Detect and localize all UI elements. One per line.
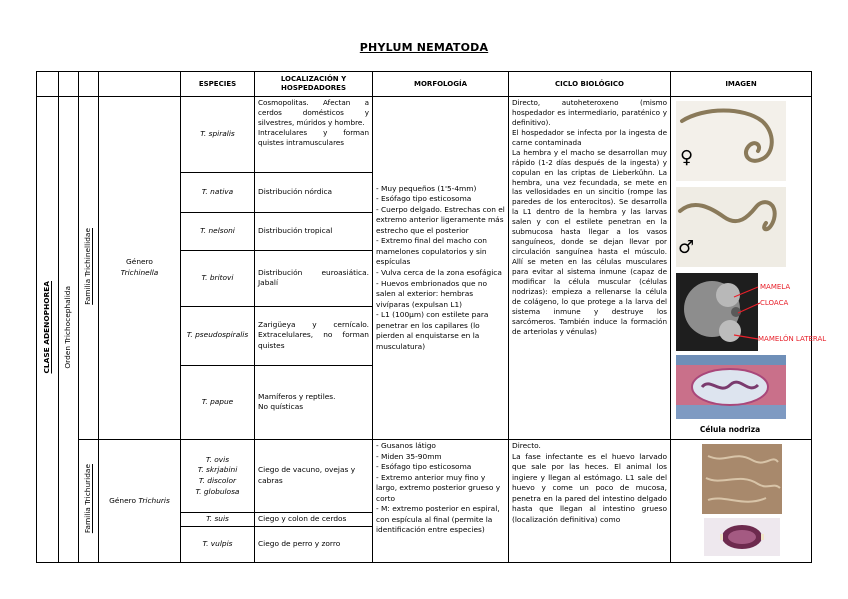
species-localizacion: Distribución nórdica xyxy=(255,173,373,212)
table-row xyxy=(37,97,812,173)
species-name: T. globulosa xyxy=(195,486,240,496)
species-name: T. pseudospiralis xyxy=(181,306,255,365)
species-name: T. vulpis xyxy=(181,526,255,562)
species-localizacion: Mamíferos y reptiles. No quísticas xyxy=(255,365,373,439)
header-blank-2 xyxy=(59,72,79,97)
species-localizacion: Distribución tropical xyxy=(255,212,373,250)
morfologia-trichuris: - Gusanos látigo - Miden 35-90mm - Esófago tipo esticosoma - Extremo anterior muy fino y largo, extremo posterior grueso y corto - M: extremo posterior en espiral, con espícula al final (permite la identificación entre especies) xyxy=(373,440,509,563)
imagen-trichinella-cell xyxy=(671,97,827,440)
header-row xyxy=(37,72,812,97)
species-group-cell xyxy=(181,440,255,513)
female-symbol: ♀ xyxy=(680,147,694,168)
annotation-mamela: MAMELA xyxy=(760,283,791,291)
species-localizacion: Zarigüeya y cernícalo. Extracelulares, no forman quistes xyxy=(255,306,373,365)
nurse-cell-band-bottom xyxy=(676,405,786,419)
species-name: T. nelsoni xyxy=(181,212,255,250)
familia-trichuridae-label: Familia Trichuridae xyxy=(83,464,93,534)
ciclo-trichuris: Directo. La fase infectante es el huevo larvado que sale por las heces. El animal los ingiere y llegan al estómago. L1 sale del huevo y come un poco de mucosa, penetra en la pared del intestino delgado hasta que llegan al intestino grueso (localización definitiva) como xyxy=(509,440,671,563)
annotation-cloaca: CLOACA xyxy=(760,299,789,307)
page-title: PHYLUM NEMATODA xyxy=(359,41,489,54)
nurse-cell-caption: Célula nodriza xyxy=(699,425,761,434)
imagen-trichuris-cell xyxy=(671,440,812,563)
nematoda-table xyxy=(36,71,827,563)
ciclo-trichinella: Directo, autoheteroxeno (mismo hospedador es intermediario, paraténico y definitivo). El hospedador se infecta por la ingesta de carne contaminada La hembra y el macho se desarrollan muy rápido (1-2 días después de la ingesta) y copulan en las criptas de Lieberkühn. La hembra, una vez fecundada, se mete en las vellosidades en un sincitio (rompe las paredes de los enterocitos). Se desarrolla la L1 dentro de la hembra y las larvas salen y con el estilete penetran en la submucosa hasta llegar a los vasos sanguíneos, donde se dejan llevar por circulación sanguínea hasta el músculo. Allí se meten en las células musculares para evitar al sistema inmune (capaz de modificar la célula muscular (células nodrizas): empieza a rellenarse la célula de colágeno, lo que protege a la larva del sistema inmune y destruye los sarcómeros. También induce la formación de arteriolas y vénulas) xyxy=(509,97,671,440)
trichinella-images xyxy=(674,99,827,437)
nurse-cell-band-top xyxy=(676,355,786,365)
species-localizacion: Ciego y colon de cerdos xyxy=(255,513,373,527)
genero-trichuris-cell xyxy=(99,440,181,563)
species-name: T. suis xyxy=(181,513,255,527)
familia-trichuridae-cell xyxy=(79,440,99,563)
species-localizacion: Ciego de perro y zorro xyxy=(255,526,373,562)
orden-label: Orden Trichocephalida xyxy=(63,286,73,369)
orden-cell xyxy=(59,97,79,563)
species-localizacion: Distribución euroasiática. Jabalí xyxy=(255,250,373,306)
familia-trichinellidae-label: Familia Trichinellidae xyxy=(83,227,93,305)
header-blank-1 xyxy=(37,72,59,97)
species-name: T. discolor xyxy=(198,476,237,485)
species-localizacion: Ciego de vacuno, ovejas y cabras xyxy=(255,440,373,513)
genero-label: Género xyxy=(126,257,153,267)
species-localizacion: Cosmopolitas. Afectan a cerdos domésticos y silvestres, múridos y hombre. Intracelulares y forman quistes intramusculares xyxy=(255,97,373,173)
trichuris-egg-plug-right xyxy=(761,534,764,540)
species-name: T. skrjabini xyxy=(197,465,238,475)
familia-trichinellidae-cell xyxy=(79,97,99,440)
trichuris-egg-plug-left xyxy=(720,534,723,540)
species-name: T. britovi xyxy=(181,250,255,306)
header-blank-4 xyxy=(99,72,181,97)
species-name: T. papue xyxy=(181,365,255,439)
genero-name: Trichinella xyxy=(120,268,159,277)
header-especies: ESPECIES xyxy=(181,72,255,97)
species-name: T. nativa xyxy=(181,173,255,212)
annotation-mamelon-lateral: MAMELÓN LATERAL xyxy=(758,335,827,343)
header-imagen: IMAGEN xyxy=(671,72,812,97)
header-morfologia: MORFOLOGÍA xyxy=(373,72,509,97)
genero-trichinella-cell xyxy=(99,97,181,440)
genero-label: Género xyxy=(109,495,137,505)
species-name: T. spiralis xyxy=(181,97,255,173)
male-symbol: ♂ xyxy=(678,237,695,258)
clase-label: CLASE ADENOPHOREA xyxy=(42,281,52,374)
trichuris-images xyxy=(674,442,808,558)
trichuris-egg-inner xyxy=(728,530,756,544)
genero-name: Trichuris xyxy=(138,495,170,505)
morfologia-trichinella: - Muy pequeños (1'5-4mm) - Esófago tipo esticosoma - Cuerpo delgado. Estrechas con el extremo anterior ligeramente más estrecho que el posterior - Extremo final del macho con mamelones copulatorios y sin espículas - Vulva cerca de la zona esofágica - Huevos embrionados que no salen al exterior: hembras vivíparas (expulsan L1) - L1 (100µm) con estilete para penetrar en los capilares (lo pierden al enquistarse en la musculatura) xyxy=(373,97,509,440)
species-name: T. ovis xyxy=(205,454,230,464)
clase-cell xyxy=(37,97,59,563)
table-row xyxy=(37,440,812,513)
sem-mamelon-bottom xyxy=(719,320,741,342)
sem-mamelon-top xyxy=(716,283,740,307)
header-ciclo: CICLO BIOLÓGICO xyxy=(509,72,671,97)
female-worm-photo xyxy=(676,101,786,181)
header-blank-3 xyxy=(79,72,99,97)
header-localizacion: LOCALIZACIÓN Y HOSPEDADORES xyxy=(255,72,373,97)
